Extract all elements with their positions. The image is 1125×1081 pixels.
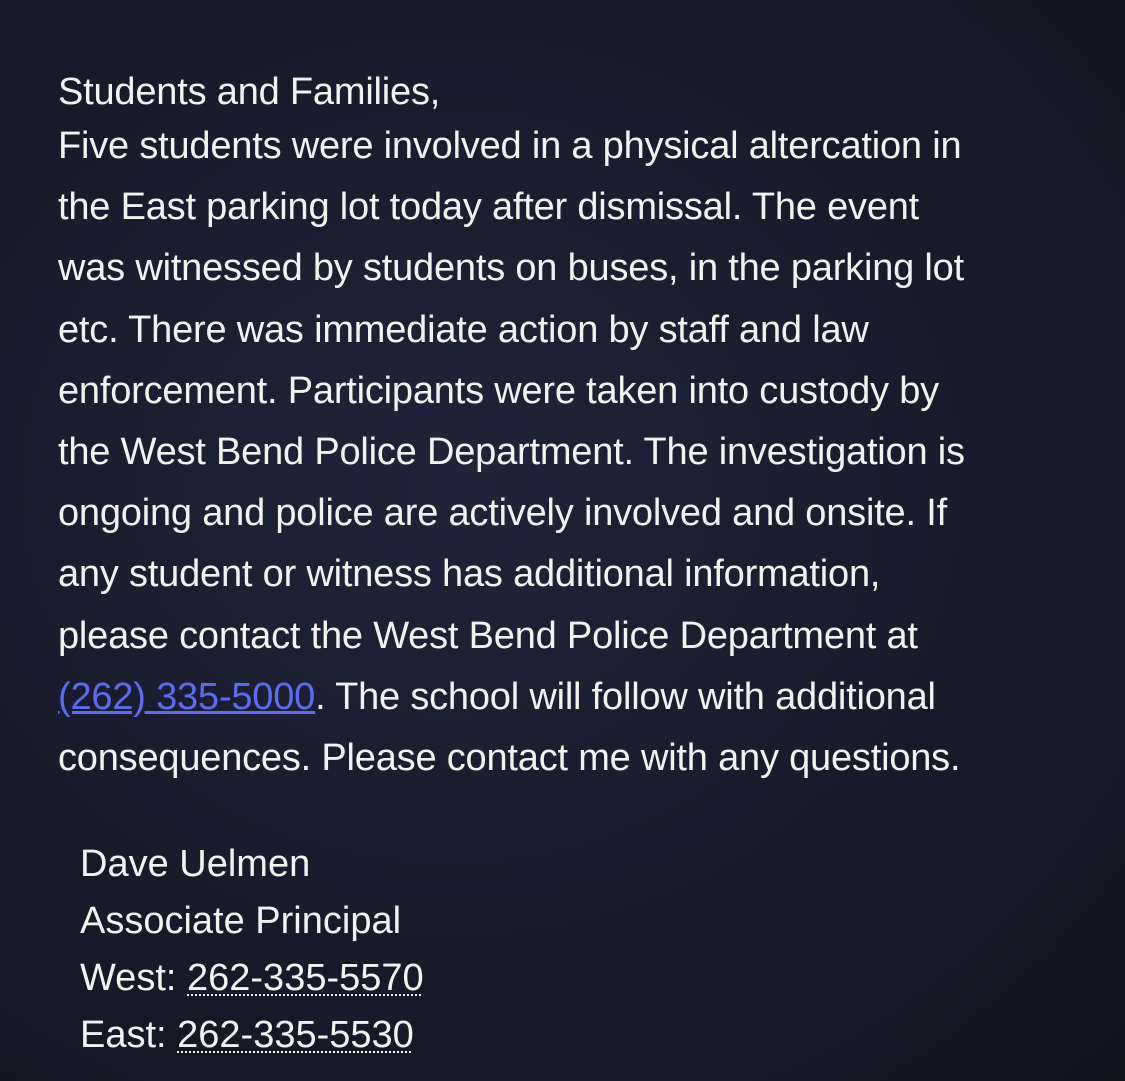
east-phone-line (80, 1007, 424, 1064)
signature-name: Dave Uelmen (80, 843, 311, 885)
west-label: West: (80, 957, 187, 999)
message-line: was witnessed by students on buses, in the parking lot (58, 247, 964, 290)
west-phone-link[interactable]: 262-335-5570 (187, 957, 424, 999)
west-phone-line (80, 950, 424, 1007)
salutation: Students and Families, (58, 71, 441, 113)
message-line: ongoing and police are actively involved and onsite. If (58, 492, 947, 535)
message-line: please contact the West Bend Police Department at (58, 614, 918, 657)
signature-block (80, 836, 424, 1064)
police-phone-link[interactable]: (262) 335-5000 (58, 675, 316, 718)
signature-title: Associate Principal (80, 900, 402, 942)
message-line: any student or witness has additional information, (58, 553, 881, 596)
message-line: enforcement. Participants were taken into custody by (58, 369, 939, 412)
east-label: East: (80, 1014, 178, 1056)
message-line: etc. There was immediate action by staff and law (58, 308, 869, 351)
message-line: consequences. Please contact me with any questions. (58, 737, 961, 780)
message-line: Five students were involved in a physical altercation in (58, 125, 962, 167)
east-phone-link[interactable]: 262-335-5530 (177, 1014, 414, 1056)
message-line: the West Bend Police Department. The investigation is (58, 431, 965, 474)
message-line-text: . The school will follow with additional (315, 675, 936, 718)
message-line: the East parking lot today after dismissal. The event (58, 186, 920, 229)
message-line-with-link (58, 667, 1125, 728)
message-body (58, 68, 1125, 789)
